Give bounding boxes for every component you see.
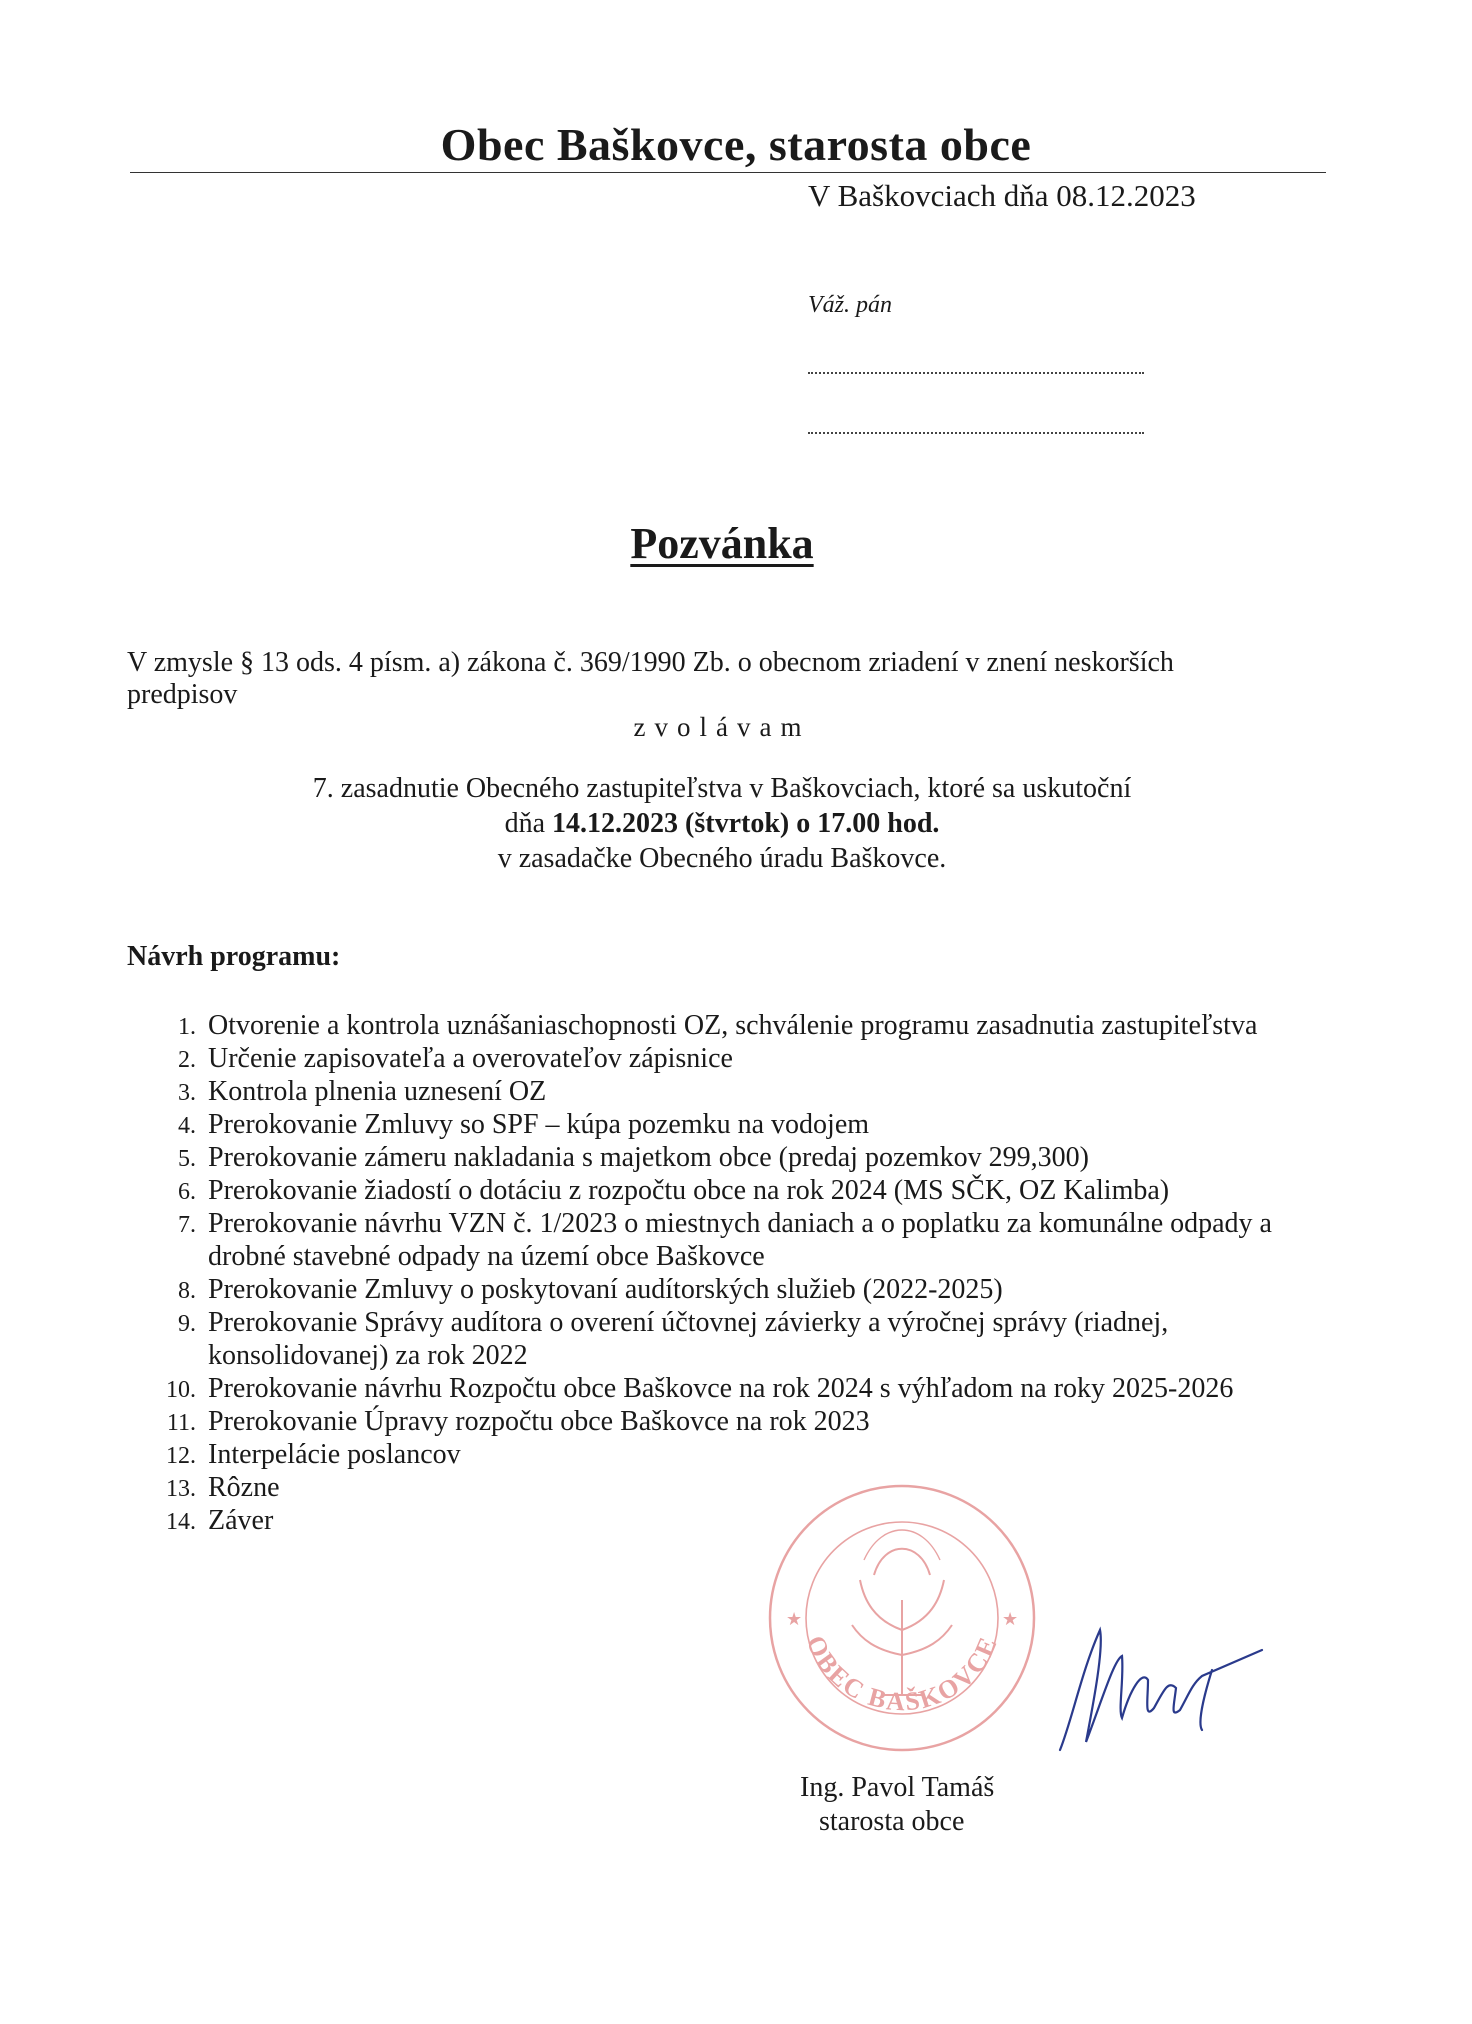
agenda-item-number: 11. xyxy=(166,1410,196,1436)
legal-basis-paragraph: V zmysle § 13 ods. 4 písm. a) zákona č. 369/1990 Zb. o obecnom zriadení v znení neskorších xyxy=(127,647,1174,678)
agenda-item-text: Prerokovanie návrhu VZN č. 1/2023 o miestnych daniach a o poplatku za komunálne odpady a drobné stavebné odpady na území obce Baškovce xyxy=(208,1208,1272,1272)
svg-text:★: ★ xyxy=(1002,1609,1019,1630)
meeting-date-time: 14.12.2023 (štvrtok) o 17.00 hod. xyxy=(552,808,940,839)
agenda-item-text: Určenie zapisovateľa a overovateľov zápisnice xyxy=(208,1043,733,1074)
agenda-item xyxy=(150,1108,1330,1141)
meeting-date-prefix: dňa xyxy=(504,808,546,839)
agenda-item xyxy=(150,1207,1330,1273)
document-title xyxy=(0,518,1444,569)
handwritten-signature xyxy=(1052,1610,1272,1760)
header-rule xyxy=(130,172,1326,173)
agenda-item xyxy=(150,1075,1330,1108)
agenda-item-number: 14. xyxy=(166,1509,196,1535)
agenda-item xyxy=(150,1273,1330,1306)
agenda-item-text: Kontrola plnenia uznesení OZ xyxy=(208,1076,547,1107)
agenda-item-number: 2. xyxy=(178,1047,196,1073)
convoke-statement: zvolávam xyxy=(633,712,811,742)
svg-text:★: ★ xyxy=(786,1609,803,1630)
agenda-item-number: 12. xyxy=(166,1443,196,1469)
agenda-item-text: Prerokovanie žiadostí o dotáciu z rozpočtu obce na rok 2024 (MS SČK, OZ Kalimba) xyxy=(208,1175,1170,1206)
salutation: Váž. pán xyxy=(808,292,892,318)
meeting-description: 7. zasadnutie Obecného zastupiteľstva v Baškovciach, ktoré sa uskutoční xyxy=(312,773,1132,804)
agenda-item-text: Prerokovanie Zmluvy o poskytovaní audítorských služieb (2022-2025) xyxy=(208,1274,1003,1305)
agenda-item-text: Prerokovanie zámeru nakladania s majetkom obce (predaj pozemkov 299,300) xyxy=(208,1142,1089,1173)
agenda-item-number: 4. xyxy=(178,1113,196,1139)
agenda-list xyxy=(150,1009,1330,1537)
agenda-item-text: Interpelácie poslancov xyxy=(208,1439,461,1470)
agenda-item-text: Prerokovanie Zmluvy so SPF – kúpa pozemku na vodojem xyxy=(208,1109,870,1140)
agenda-item xyxy=(150,1009,1330,1042)
agenda-item xyxy=(150,1174,1330,1207)
agenda-item-text: Rôzne xyxy=(208,1472,280,1503)
agenda-heading: Návrh programu: xyxy=(127,941,341,972)
place-and-date: V Baškovciach dňa 08.12.2023 xyxy=(808,178,1196,213)
addressee-line-1 xyxy=(808,372,1144,374)
agenda-item-number: 10. xyxy=(166,1377,196,1403)
agenda-item-text: Prerokovanie Správy audítora o overení účtovnej závierky a výročnej správy (riadnej, konsolidovanej) za rok 2022 xyxy=(208,1307,1169,1371)
agenda-item xyxy=(150,1504,1330,1537)
meeting-place: v zasadačke Obecného úradu Baškovce. xyxy=(497,843,947,874)
seal-text: OBEC BAŠKOVCE xyxy=(800,1631,1004,1717)
document-header-title: Obec Baškovce, starosta obce xyxy=(440,119,1032,170)
agenda-item-text: Prerokovanie návrhu Rozpočtu obce Baškovce na rok 2024 s výhľadom na roky 2025-2026 xyxy=(208,1373,1234,1404)
agenda-item-number: 7. xyxy=(178,1212,196,1238)
signatory-role: starosta obce xyxy=(819,1806,965,1837)
agenda-item xyxy=(150,1438,1330,1471)
agenda-item xyxy=(150,1042,1330,1075)
municipal-seal xyxy=(764,1480,1040,1756)
legal-basis-continuation: predpisov xyxy=(127,679,238,710)
meeting-date xyxy=(0,808,1444,840)
agenda-item-text: Prerokovanie Úpravy rozpočtu obce Baškovce na rok 2023 xyxy=(208,1406,870,1437)
agenda-item-number: 9. xyxy=(178,1311,196,1337)
agenda-item xyxy=(150,1372,1330,1405)
agenda-item-number: 5. xyxy=(178,1146,196,1172)
signatory-name: Ing. Pavol Tamáš xyxy=(800,1772,995,1803)
agenda-item-text: Otvorenie a kontrola uznášaniaschopnosti OZ, schválenie programu zasadnutia zastupiteľstva xyxy=(208,1010,1258,1041)
agenda-item-number: 1. xyxy=(178,1014,196,1040)
document-title-text: Pozvánka xyxy=(630,519,814,568)
agenda-item xyxy=(150,1471,1330,1504)
agenda-item xyxy=(150,1405,1330,1438)
agenda-item-number: 8. xyxy=(178,1278,196,1304)
agenda-item-number: 13. xyxy=(166,1476,196,1502)
agenda-item xyxy=(150,1306,1330,1372)
agenda-item-text: Záver xyxy=(208,1505,274,1536)
agenda-item-number: 6. xyxy=(178,1179,196,1205)
addressee-line-2 xyxy=(808,432,1144,434)
agenda-item-number: 3. xyxy=(178,1080,196,1106)
agenda-item xyxy=(150,1141,1330,1174)
